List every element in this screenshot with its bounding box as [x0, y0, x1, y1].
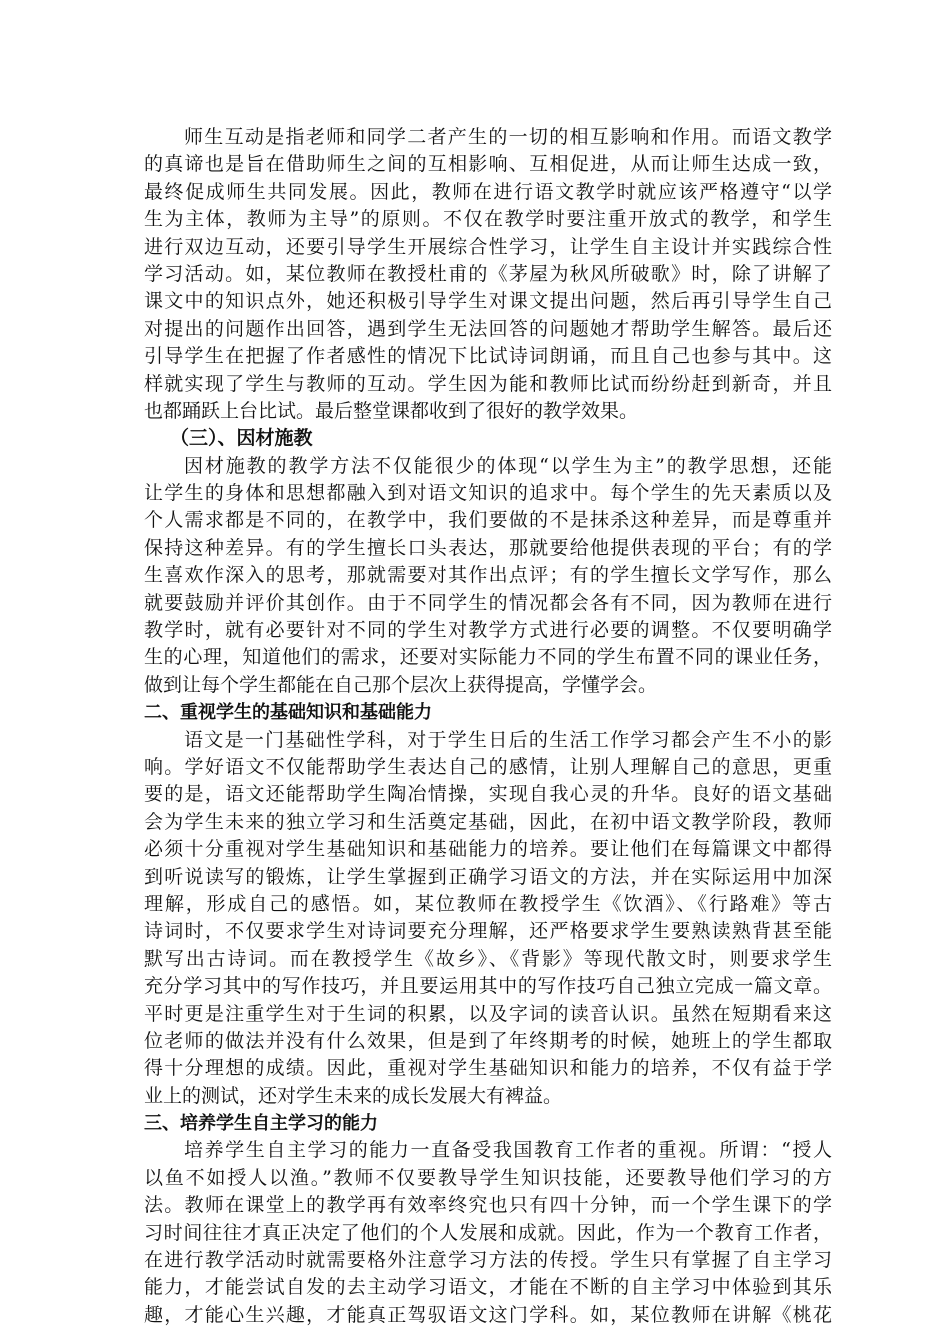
paragraph-teaching-by-aptitude [144, 453, 832, 700]
text-line: 课文中的知识点外，她还积极引导学生对课文提出问题，然后再引导学生自己 [144, 290, 832, 313]
text-line: 就要鼓励并评价其创作。由于不同学生的情况都会各有不同，因为教师在进行 [144, 591, 832, 614]
paragraph-basic-knowledge [144, 727, 832, 1110]
text-line: 对提出的问题作出回答，遇到学生无法回答的问题她才帮助学生解答。最后还 [144, 317, 832, 340]
paragraph-self-study [144, 1137, 832, 1329]
text-line: 样就实现了学生与教师的互动。学生因为能和教师比试而纷纷赶到新奇，并且 [144, 372, 832, 395]
document-page [144, 124, 832, 1329]
text-line: 位老师的做法并没有什么效果，但是到了年终期考的时候，她班上的学生都取 [144, 1029, 832, 1052]
text-line: 充分学习其中的写作技巧，并且要运用其中的写作技巧自己独立完成一篇文章。 [144, 975, 832, 998]
text-line: 保持这种差异。有的学生擅长口头表达，那就要给他提供表现的平台；有的学 [144, 536, 832, 559]
section-heading-3: （三）、因材施教 [170, 427, 313, 450]
section-heading-2: 二、重视学生的基础知识和基础能力 [144, 702, 432, 724]
text-line: 要的是，语文还能帮助学生陶冶情操，实现自我心灵的升华。良好的语文基础 [144, 783, 832, 806]
text-line: 最终促成师生共同发展。因此，教师在进行语文教学时就应该严格遵守“以学 [144, 180, 832, 203]
text-line: 因材施教的教学方法不仅能很少的体现“以学生为主”的教学思想，还能 [184, 454, 832, 477]
text-line: 培养学生自主学习的能力一直备受我国教育工作者的重视。所谓：“授人 [184, 1139, 832, 1162]
text-line: 生为主体，教师为主导”的原则。不仅在教学时要注重开放式的教学，和学生 [144, 208, 832, 231]
text-line: 也都踊跃上台比试。最后整堂课都收到了很好的教学效果。 [144, 399, 639, 422]
paragraph-teacher-student-interaction [144, 124, 832, 425]
section-heading-2: 三、培养学生自主学习的能力 [144, 1113, 378, 1135]
text-line: 响。学好语文不仅能帮助学生表达自己的感情，让别人理解自己的意思，更重 [144, 755, 832, 778]
text-line: 个人需求都是不同的，在教学中，我们要做的不是抹杀这种差异，而是尊重并 [144, 509, 832, 532]
text-line: 平时更是注重学生对于生词的积累，以及字词的读音认识。虽然在短期看来这 [144, 1002, 832, 1025]
text-line: 法。教师在课堂上的教学再有效率终究也只有四十分钟，而一个学生课下的学 [144, 1194, 832, 1217]
text-line: 到听说读写的锻炼，让学生掌握到正确学习语文的方法，并在实际运用中加深 [144, 865, 832, 888]
text-line: 习时间往往才真正决定了他们的个人发展和成就。因此，作为一个教育工作者， [144, 1221, 832, 1244]
text-line: 必须十分重视对学生基础知识和基础能力的培养。要让他们在每篇课文中都得 [144, 838, 832, 861]
text-line: 学习活动。如，某位教师在教授杜甫的《茅屋为秋风所破歌》时，除了讲解了 [144, 262, 832, 285]
text-line: 师生互动是指老师和同学二者产生的一切的相互影响和作用。而语文教学 [184, 126, 832, 148]
text-line: 生喜欢作深入的思考，那就需要对其作出点评；有的学生擅长文学写作，那么 [144, 564, 832, 587]
text-line: 让学生的身体和思想都融入到对语文知识的追求中。每个学生的先天素质以及 [144, 482, 832, 505]
text-line: 引导学生在把握了作者感性的情况下比试诗词朗诵，而且自己也参与其中。这 [144, 345, 832, 368]
text-line: 生的心理，知道他们的需求，还要对实际能力不同的学生布置不同的课业任务， [144, 646, 832, 669]
text-line: 做到让每个学生都能在自己那个层次上获得提高，学懂学会。 [144, 673, 658, 696]
text-line: 会为学生未来的独立学习和生活奠定基础，因此，在初中语文教学阶段，教师 [144, 810, 832, 833]
text-line: 业上的测试，还对学生未来的成长发展大有裨益。 [144, 1084, 563, 1107]
text-line: 在进行教学活动时就需要格外注意学习方法的传授。学生只有掌握了自主学习 [144, 1249, 832, 1272]
text-line: 默写出古诗词。而在教授学生《故乡》、《背影》等现代散文时，则要求学生 [144, 947, 832, 970]
text-line: 趣，才能心生兴趣，才能真正驾驭语文这门学科。如，某位教师在讲解《桃花 [144, 1303, 832, 1326]
text-line: 以鱼不如授人以渔。”教师不仅要教导学生知识技能，还要教导他们学习的方 [144, 1166, 832, 1189]
text-line: 能力，才能尝试自发的去主动学习语文，才能在不断的自主学习中体验到其乐 [144, 1276, 832, 1299]
text-line: 语文是一门基础性学科，对于学生日后的生活工作学习都会产生不小的影 [184, 728, 832, 751]
text-line: 进行双边互动，还要引导学生开展综合性学习，让学生自主设计并实践综合性 [144, 235, 832, 258]
text-line: 理解，形成自己的感悟。如，某位教师在教授学生《饮酒》、《行路难》等古 [144, 892, 832, 915]
text-line: 诗词时，不仅要求学生对诗词要充分理解，还严格要求学生要熟读熟背甚至能 [144, 920, 832, 943]
text-line: 得十分理想的成绩。因此，重视对学生基础知识和能力的培养，不仅有益于学 [144, 1057, 832, 1080]
text-line: 的真谛也是旨在借助师生之间的互相影响、互相促进，从而让师生达成一致， [144, 153, 832, 176]
text-line: 教学时，就有必要针对不同的学生对教学方式进行必要的调整。不仅要明确学 [144, 619, 832, 642]
